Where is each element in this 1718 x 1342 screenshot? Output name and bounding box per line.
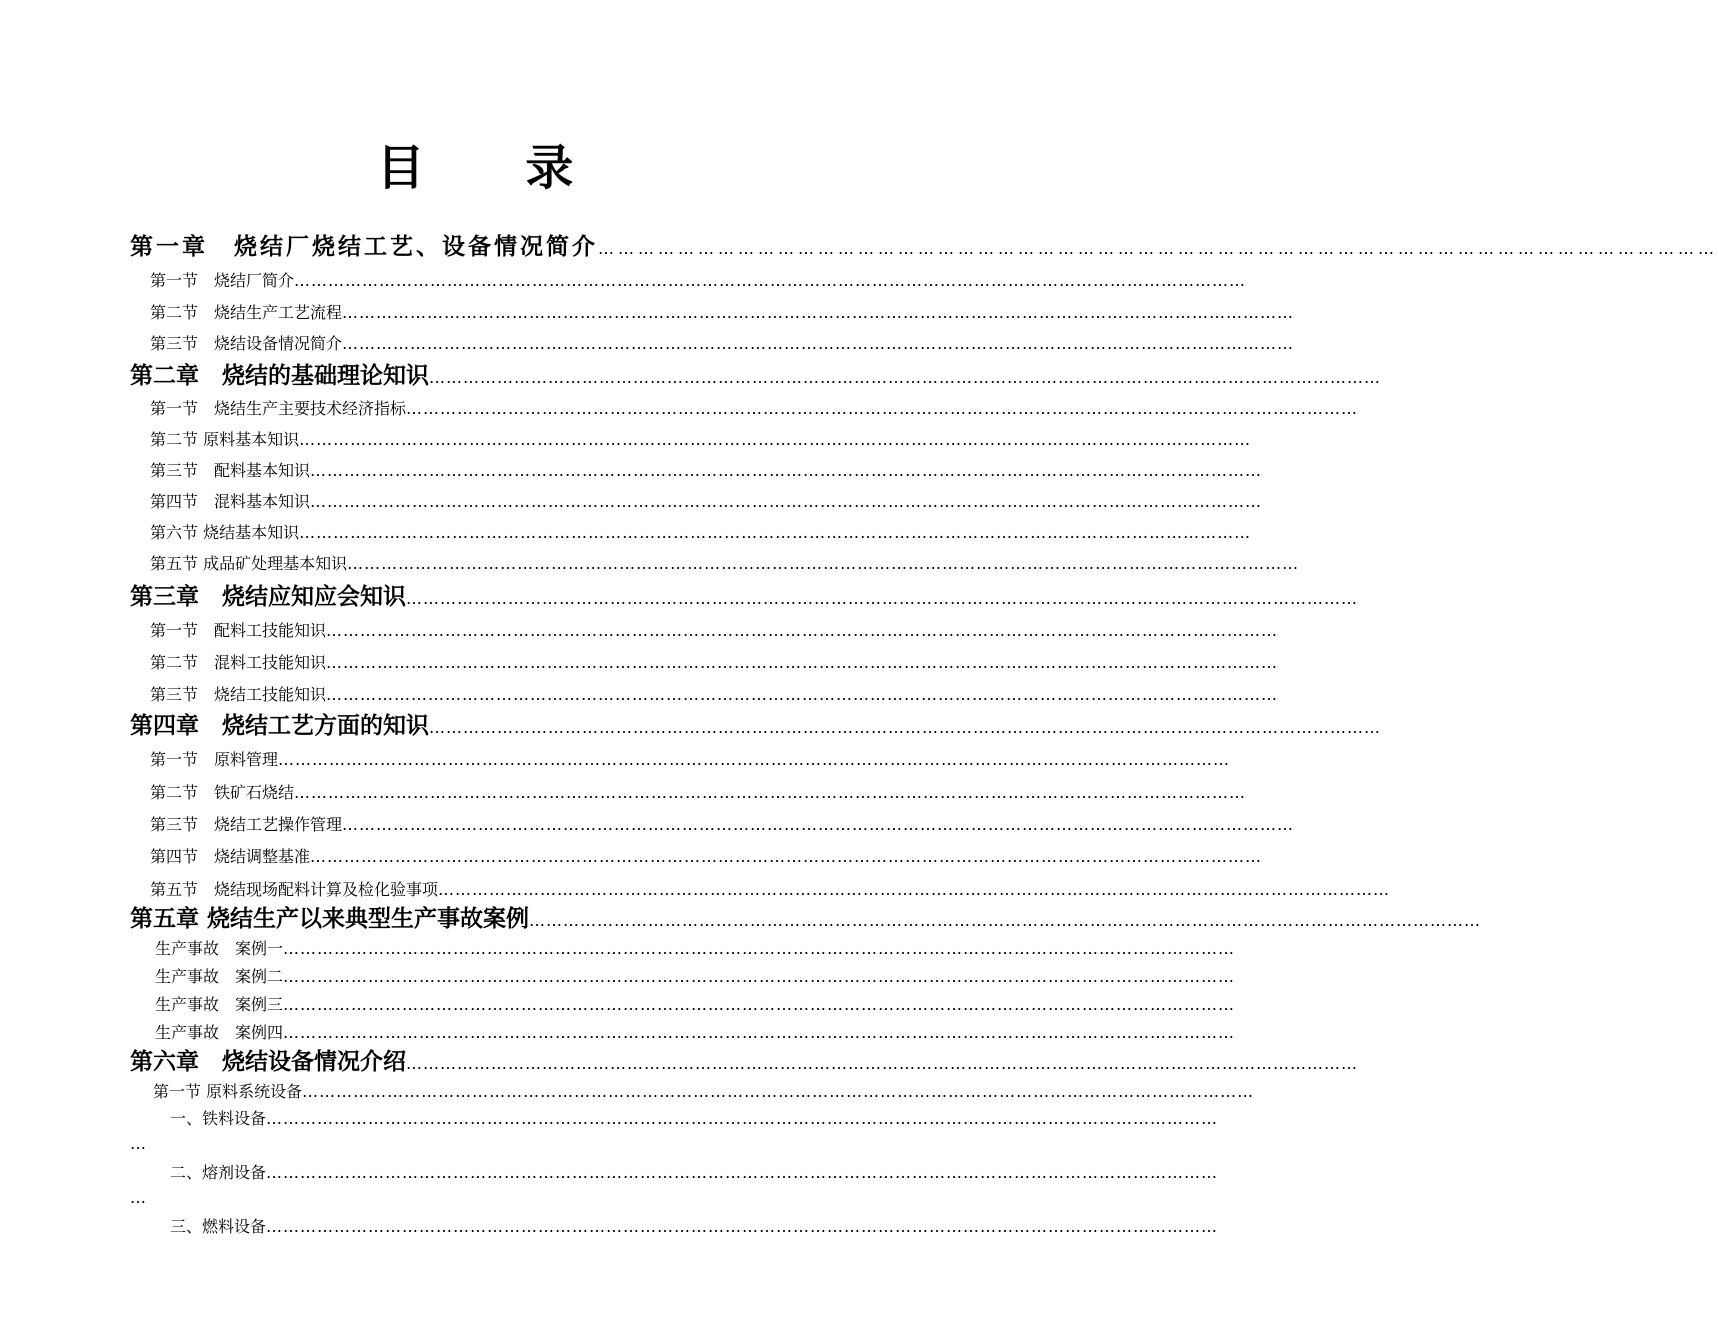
toc-subsection[interactable] bbox=[170, 1214, 1219, 1240]
toc-chapter-4[interactable] bbox=[130, 709, 1381, 743]
leader-continuation: … bbox=[130, 1188, 146, 1207]
toc-section[interactable] bbox=[150, 268, 1247, 294]
chapter-label: 第二章 烧结的基础理论知识 bbox=[130, 362, 429, 389]
subsection-label: 三、燃料设备 bbox=[170, 1217, 267, 1236]
toc-section[interactable] bbox=[150, 396, 1359, 422]
toc-chapter-3[interactable] bbox=[130, 580, 1358, 614]
toc-section[interactable] bbox=[150, 427, 1252, 453]
section-label: 第一节 烧结厂简介 bbox=[150, 271, 295, 290]
section-label: 第二节 烧结生产工艺流程 bbox=[150, 303, 343, 322]
toc-chapter-1[interactable] bbox=[130, 230, 1718, 264]
section-label: 第二节 铁矿石烧结 bbox=[150, 783, 295, 802]
dot-leader: …………………………………………………………………………………………………………………………………………………… bbox=[342, 334, 1295, 353]
toc-section[interactable] bbox=[150, 844, 1263, 870]
dot-leader: …………………………………………………………………………………………………………………………………………………… bbox=[406, 1054, 1358, 1073]
dot-leader: …………………………………………………………………………………………………………………………………………………… bbox=[342, 815, 1295, 834]
section-label: 第二节 混料工技能知识 bbox=[150, 653, 327, 672]
page-title: 目 录 bbox=[376, 140, 616, 196]
toc-section[interactable] bbox=[150, 747, 1231, 773]
toc-section[interactable] bbox=[155, 936, 1236, 962]
toc-section[interactable] bbox=[150, 618, 1279, 644]
section-label: 第一节 配料工技能知识 bbox=[150, 621, 327, 640]
dot-leader: …………………………………………………………………………………………………………………………………………………… bbox=[598, 239, 1718, 258]
toc-section[interactable] bbox=[150, 551, 1300, 577]
dot-leader: …………………………………………………………………………………………………………………………………………………… bbox=[299, 523, 1252, 542]
section-label: 第一节 原料系统设备 bbox=[153, 1082, 303, 1101]
dot-leader: …………………………………………………………………………………………………………………………………………………… bbox=[326, 653, 1279, 672]
toc-section[interactable] bbox=[155, 1020, 1236, 1046]
dot-leader: …………………………………………………………………………………………………………………………………………………… bbox=[266, 1109, 1219, 1128]
toc-chapter-5[interactable] bbox=[130, 902, 1482, 936]
toc-section[interactable] bbox=[150, 331, 1295, 357]
chapter-label: 第四章 烧结工艺方面的知识 bbox=[130, 712, 429, 739]
dot-leader: …………………………………………………………………………………………………………………………………………………… bbox=[266, 1163, 1219, 1182]
toc-section[interactable] bbox=[150, 300, 1295, 326]
toc-section[interactable] bbox=[150, 458, 1263, 484]
toc-section[interactable] bbox=[150, 650, 1279, 676]
dot-leader: …………………………………………………………………………………………………………………………………………………… bbox=[326, 621, 1279, 640]
toc-section[interactable] bbox=[150, 489, 1263, 515]
section-label: 第三节 烧结工艺操作管理 bbox=[150, 815, 343, 834]
section-label: 第四节 烧结调整基准 bbox=[150, 847, 311, 866]
dot-leader: …………………………………………………………………………………………………………………………………………………… bbox=[347, 554, 1300, 573]
dot-leader: …………………………………………………………………………………………………………………………………………………… bbox=[294, 271, 1247, 290]
section-label: 第五节 烧结现场配料计算及检化验事项 bbox=[150, 880, 439, 899]
section-label: 第四节 混料基本知识 bbox=[150, 492, 311, 511]
section-label: 生产事故 案例三 bbox=[155, 995, 284, 1014]
toc-chapter-6[interactable] bbox=[130, 1045, 1358, 1079]
dot-leader: …………………………………………………………………………………………………………………………………………………… bbox=[406, 589, 1358, 608]
dot-leader: …………………………………………………………………………………………………………………………………………………… bbox=[310, 461, 1263, 480]
dot-leader: …………………………………………………………………………………………………………………………………………………… bbox=[438, 880, 1391, 899]
section-label: 第一节 烧结生产主要技术经济指标 bbox=[150, 399, 407, 418]
toc-section[interactable] bbox=[150, 520, 1252, 546]
toc-chapter-2[interactable] bbox=[130, 359, 1381, 393]
toc-section[interactable] bbox=[150, 877, 1391, 903]
dot-leader: …………………………………………………………………………………………………………………………………………………… bbox=[406, 399, 1359, 418]
toc-subsection[interactable] bbox=[170, 1106, 1219, 1132]
leader-continuation: … bbox=[130, 1134, 146, 1153]
dot-leader: …………………………………………………………………………………………………………………………………………………… bbox=[283, 939, 1236, 958]
dot-leader: …………………………………………………………………………………………………………………………………………………… bbox=[266, 1217, 1219, 1236]
chapter-label: 第五章 烧结生产以来典型生产事故案例 bbox=[130, 905, 530, 932]
chapter-label: 第六章 烧结设备情况介绍 bbox=[130, 1048, 406, 1075]
section-label: 第一节 原料管理 bbox=[150, 750, 279, 769]
subsection-label: 一、铁料设备 bbox=[170, 1109, 267, 1128]
dot-leader: …………………………………………………………………………………………………………………………………………………… bbox=[326, 685, 1279, 704]
section-label: 第三节 配料基本知识 bbox=[150, 461, 311, 480]
dot-leader: …………………………………………………………………………………………………………………………………………………… bbox=[283, 1023, 1236, 1042]
section-label: 生产事故 案例一 bbox=[155, 939, 284, 958]
section-label: 第六节 烧结基本知识 bbox=[150, 523, 300, 542]
dot-leader: …………………………………………………………………………………………………………………………………………………… bbox=[302, 1082, 1255, 1101]
section-label: 第二节 原料基本知识 bbox=[150, 430, 300, 449]
toc-section[interactable] bbox=[153, 1079, 1255, 1105]
toc-section[interactable] bbox=[155, 964, 1236, 990]
dot-leader: …………………………………………………………………………………………………………………………………………………… bbox=[294, 783, 1247, 802]
toc-section[interactable] bbox=[150, 682, 1279, 708]
section-label: 生产事故 案例四 bbox=[155, 1023, 284, 1042]
dot-leader: …………………………………………………………………………………………………………………………………………………… bbox=[283, 995, 1236, 1014]
dot-leader: …………………………………………………………………………………………………………………………………………………… bbox=[310, 847, 1263, 866]
dot-leader: …………………………………………………………………………………………………………………………………………………… bbox=[429, 368, 1381, 387]
toc-section[interactable] bbox=[155, 992, 1236, 1018]
dot-leader: …………………………………………………………………………………………………………………………………………………… bbox=[429, 718, 1381, 737]
toc-subsection[interactable] bbox=[170, 1160, 1219, 1186]
dot-leader: …………………………………………………………………………………………………………………………………………………… bbox=[342, 303, 1295, 322]
section-label: 第五节 成品矿处理基本知识 bbox=[150, 554, 348, 573]
section-label: 第三节 烧结设备情况简介 bbox=[150, 334, 343, 353]
dot-leader: …………………………………………………………………………………………………………………………………………………… bbox=[283, 967, 1236, 986]
dot-leader: …………………………………………………………………………………………………………………………………………………… bbox=[310, 492, 1263, 511]
dot-leader: …………………………………………………………………………………………………………………………………………………… bbox=[278, 750, 1231, 769]
toc-section[interactable] bbox=[150, 780, 1247, 806]
chapter-label: 第一章 烧结厂烧结工艺、设备情况简介 bbox=[130, 233, 598, 260]
toc-section[interactable] bbox=[150, 812, 1295, 838]
dot-leader: …………………………………………………………………………………………………………………………………………………… bbox=[529, 911, 1482, 930]
subsection-label: 二、熔剂设备 bbox=[170, 1163, 267, 1182]
section-label: 第三节 烧结工技能知识 bbox=[150, 685, 327, 704]
section-label: 生产事故 案例二 bbox=[155, 967, 284, 986]
chapter-label: 第三章 烧结应知应会知识 bbox=[130, 583, 406, 610]
dot-leader: …………………………………………………………………………………………………………………………………………………… bbox=[299, 430, 1252, 449]
